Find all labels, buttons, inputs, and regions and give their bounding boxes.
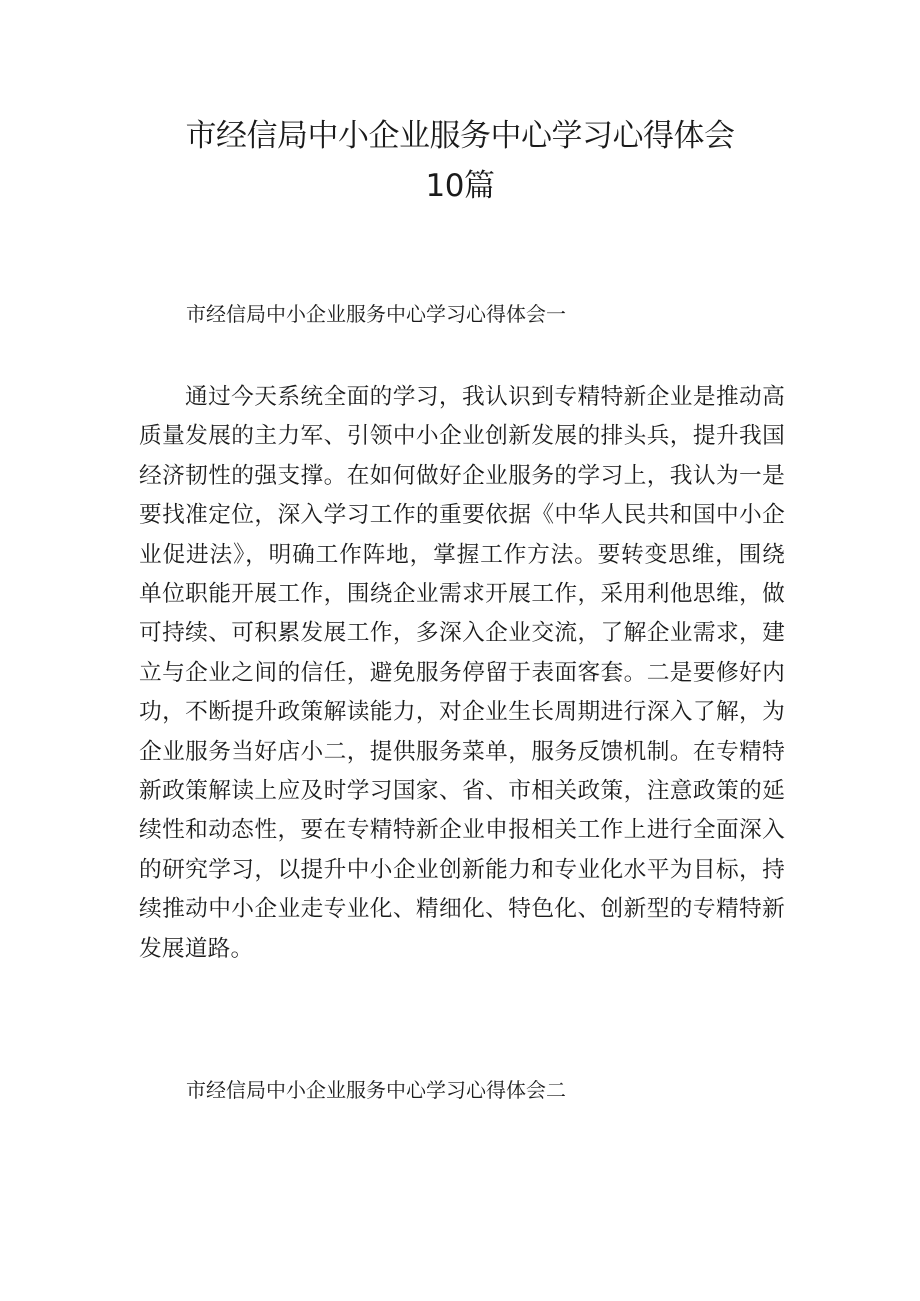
document-title: 市经信局中小企业服务中心学习心得体会 [185, 118, 735, 154]
document-title-count: 10篇 [425, 168, 495, 204]
section-heading-1: 市经信局中小企业服务中心学习心得体会一 [186, 302, 566, 326]
section-body-1: 通过今天系统全面的学习，我认识到专精特新企业是推动高质量发展的主力军、引领中小企业创新发展的排头兵，提升我国经济韧性的强支撑。在如何做好企业服务的学习上，我认为一是要找准定位，深入学习工作的重要依据《中华人民共和国中小企业促进法》，明确工作阵地，掌握工作方法。要转变思维，围绕单位职能开展工作，围绕企业需求开展工作，采用利他思维，做可持续、可积累发展工作，多深入企业交流，了解企业需求，建立与企业之间的信任，避免服务停留于表面客套。二是要修好内功，不断提升政策解读能力，对企业生长周期进行深入了解，为企业服务当好店小二，提供服务菜单，服务反馈机制。在专精特新政策解读上应及时学习国家、省、市相关政策，注意政策的延续性和动态性，要在专精特新企业申报相关工作上进行全面深入的研究学习，以提升中小企业创新能力和专业化水平为目标，持续推动中小企业走专业化、精细化、特色化、创新型的专精特新发展道路。 [139, 384, 785, 962]
section-heading-2: 市经信局中小企业服务中心学习心得体会二 [186, 1078, 566, 1102]
